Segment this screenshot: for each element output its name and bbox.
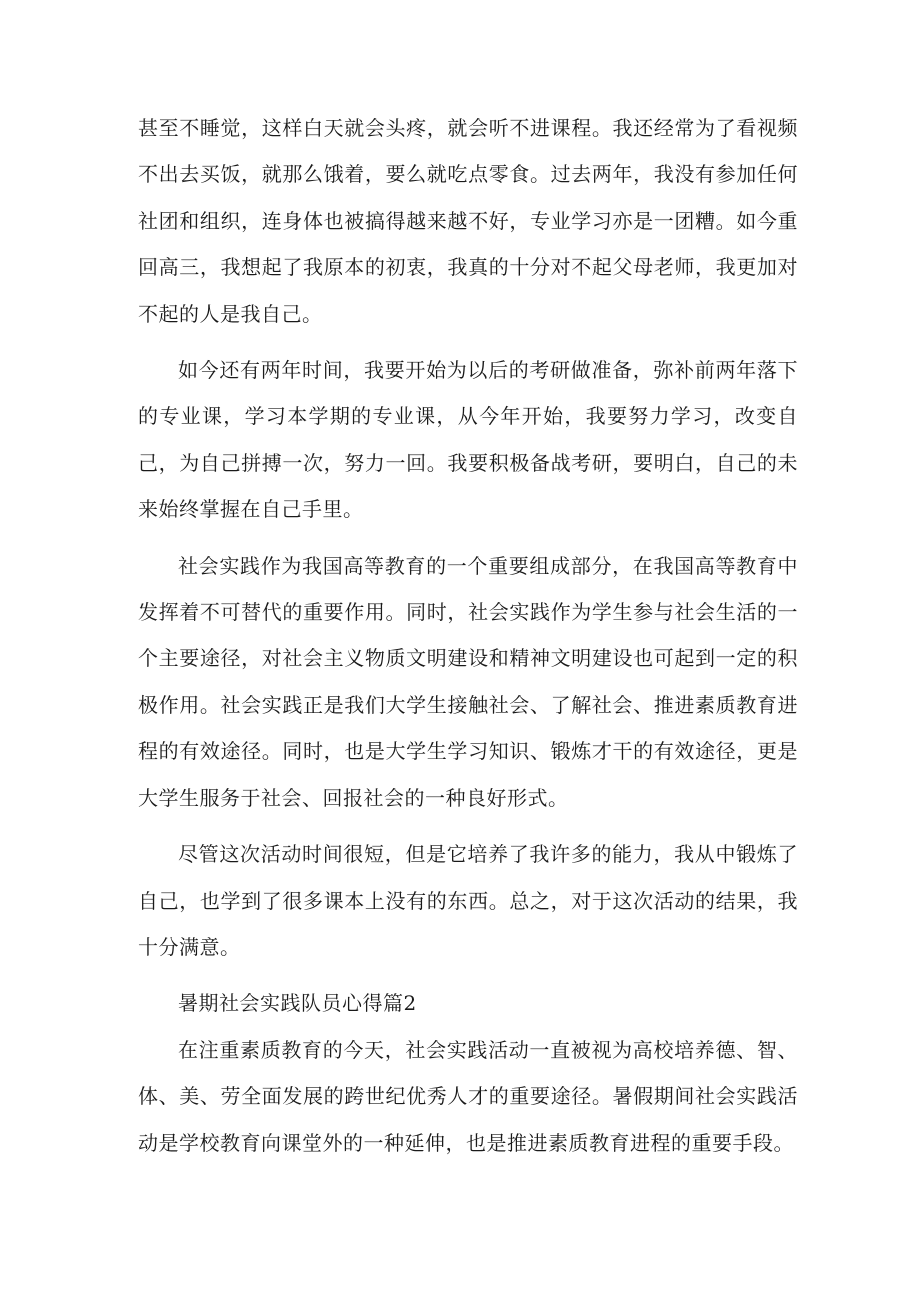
section-heading: 暑期社会实践队员心得篇2 bbox=[178, 991, 417, 1016]
document-body bbox=[138, 105, 798, 1176]
paragraph-1: 甚至不睡觉，这样白天就会头疼，就会听不进课程。我还经常为了看视频不出去买饭，就那么饿着，要么就吃点零食。过去两年，我没有参加任何社团和组织，连身体也被搞得越来越不好，专业学习亦是一团糟。如今重回高三，我想起了我原本的初衷，我真的十分对不起父母老师，我更加对不起的人是我自己。 bbox=[138, 116, 798, 326]
paragraph-5: 在注重素质教育的今天，社会实践活动一直被视为高校培养德、智、体、美、劳全面发展的跨世纪优秀人才的重要途径。暑假期间社会实践活动是学校教育向课堂外的一种延伸，也是推进素质教育进程的重要手段。 bbox=[138, 1037, 798, 1155]
paragraph-2: 如今还有两年时间，我要开始为以后的考研做准备，弥补前两年落下的专业课，学习本学期的专业课，从今年开始，我要努力学习，改变自己，为自己拼搏一次，努力一回。我要积极备战考研，要明白，自己的未来始终掌握在自己手里。 bbox=[138, 358, 798, 522]
paragraph-4: 尽管这次活动时间很短，但是它培养了我许多的能力，我从中锻炼了自己，也学到了很多课本上没有的东西。总之，对于这次活动的结果，我十分满意。 bbox=[138, 842, 798, 959]
paragraph-3: 社会实践作为我国高等教育的一个重要组成部分，在我国高等教育中发挥着不可替代的重要作用。同时，社会实践作为学生参与社会生活的一个主要途径，对社会主义物质文明建设和精神文明建设也可起到一定的积极作用。社会实践正是我们大学生接触社会、了解社会、推进素质教育进程的有效途径。同时，也是大学生学习知识、锻炼才干的有效途径，更是大学生服务于社会、回报社会的一种良好形式。 bbox=[138, 553, 798, 810]
